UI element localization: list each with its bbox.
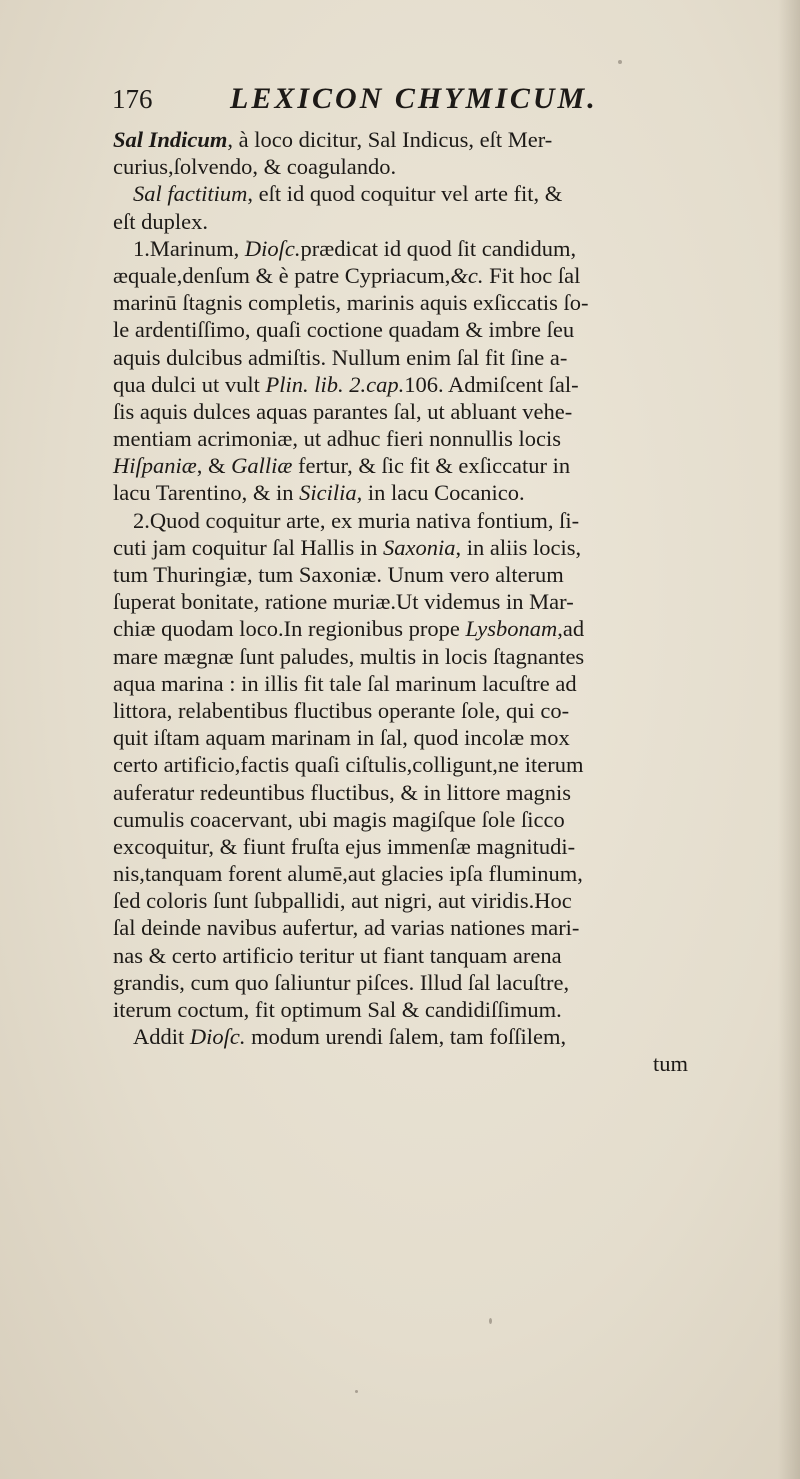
- text-run: tum Thuringiæ, tum Saxoniæ. Unum vero alterum: [113, 562, 564, 587]
- italic-run: &c.: [450, 262, 484, 288]
- text-line: [113, 860, 698, 887]
- text-line: [113, 697, 698, 724]
- text-run: grandis, cum quo ſaliuntur piſces. Illud ſal lacuſtre,: [113, 969, 570, 995]
- running-title: LEXICON CHYMICUM.: [230, 82, 598, 115]
- text-run: littora, relabentibus fluctibus operante ſole, qui co-: [113, 697, 570, 723]
- text-line: [113, 507, 698, 534]
- text-line: [113, 180, 698, 207]
- text-run: ſal deinde navibus aufertur, ad varias nationes mari-: [113, 915, 580, 941]
- text-line: [113, 452, 698, 479]
- text-run: marinū ſtagnis completis, marinis aquis exſiccatis ſo-: [113, 290, 589, 316]
- text-line: [113, 1023, 698, 1050]
- text-line: [113, 534, 698, 561]
- text-line: [113, 996, 698, 1023]
- paper-speck: [489, 1318, 492, 1324]
- text-line: [113, 942, 698, 969]
- text-run: Fit hoc ſal: [483, 262, 581, 288]
- page-edge-shadow: [778, 0, 800, 1479]
- text-run: aqua marina : in illis fit tale ſal marinum lacuſtre ad: [113, 670, 577, 696]
- text-run: chiæ quodam loco.In regionibus prope: [113, 616, 466, 642]
- text-run: æquale,denſum & è patre Cypriacum,: [113, 262, 451, 288]
- text-line: [113, 126, 698, 153]
- text-run: ,ad: [557, 616, 585, 642]
- text-run: iterum coctum, fit optimum Sal & candidiſſimum.: [113, 997, 562, 1022]
- text-line: [113, 588, 698, 615]
- text-run: aquis dulcibus admiſtis. Nullum enim ſal fit ſine a-: [113, 344, 568, 370]
- text-run: in lacu Cocanico.: [362, 480, 525, 506]
- text-line: [113, 153, 698, 180]
- italic-run: Sal factitium: [133, 181, 248, 207]
- text-run: mentiam acrimoniæ, ut adhuc fieri nonnullis locis: [113, 426, 562, 452]
- text-line: [113, 643, 698, 670]
- text-line: [113, 235, 698, 262]
- italic-run: Dioſc.: [244, 235, 301, 261]
- text-run: , à loco dicitur, Sal Indicus, eſt Mer-: [227, 127, 553, 152]
- text-run: eſt duplex.: [113, 208, 208, 234]
- catchword: [113, 1050, 698, 1077]
- text-run: Addit: [133, 1024, 190, 1050]
- text-run: cumulis coacervant, ubi magis magiſque ſole ſicco: [113, 806, 565, 832]
- text-line: [113, 724, 698, 751]
- italic-run: Hiſpaniæ: [113, 453, 197, 479]
- body-text: [113, 126, 698, 1078]
- text-run: prædicat id quod ſit candidum,: [300, 235, 577, 261]
- text-run: ſis aquis dulces aquas parantes ſal, ut abluant vehe-: [113, 398, 573, 424]
- text-run: modum urendi ſalem, tam foſſilem,: [245, 1024, 567, 1050]
- text-run: cuti jam coquitur ſal Hallis in: [113, 534, 383, 560]
- text-run: ſuperat bonitate, ratione muriæ.Ut videmus in Mar-: [113, 589, 574, 615]
- text-run: excoquitur, & fiunt fruſta ejus immenſæ magnitudi-: [113, 833, 576, 859]
- italic-run: Dioſc.: [189, 1024, 246, 1050]
- italic-run: Sal Indicum: [113, 127, 228, 152]
- text-line: [113, 751, 698, 778]
- text-line: [113, 969, 698, 996]
- text-run: 2.Quod coquitur arte, ex muria nativa fontium, ſi-: [133, 507, 580, 533]
- text-line: [113, 316, 698, 343]
- text-line: [113, 779, 698, 806]
- page-number: 176: [112, 84, 153, 114]
- text-run: tum: [652, 1051, 688, 1077]
- paper-speck: [246, 240, 249, 243]
- text-run: le ardentiſſimo, quaſi coctione quadam & imbre ſeu: [113, 317, 575, 343]
- text-line: [113, 289, 698, 316]
- italic-run: Sicilia,: [299, 480, 363, 506]
- italic-run: Saxonia: [382, 534, 456, 560]
- text-run: 106. Admiſcent ſal-: [404, 371, 579, 397]
- text-line: [113, 887, 698, 914]
- text-line: [113, 670, 698, 697]
- italic-run: Galliæ: [231, 453, 293, 479]
- paper-speck: [618, 60, 622, 64]
- text-line: [113, 398, 698, 425]
- text-run: , &: [196, 453, 232, 479]
- text-line: [113, 344, 698, 371]
- text-run: quit iſtam aquam marinam in ſal, quod incolæ mox: [113, 725, 570, 751]
- text-run: nis,tanquam forent alumē,aut glacies ipſa fluminum,: [113, 861, 583, 887]
- text-run: lacu Tarentino, & in: [113, 480, 300, 506]
- italic-run: Lysbonam: [465, 616, 558, 642]
- text-run: qua dulci ut vult: [113, 371, 266, 397]
- text-line: [113, 914, 698, 941]
- text-line: [113, 262, 698, 289]
- text-line: [113, 806, 698, 833]
- text-run: curius,ſolvendo, & coagulando.: [113, 154, 397, 180]
- text-run: certo artificio,factis quaſi ciſtulis,colligunt,ne iterum: [113, 752, 584, 778]
- text-run: , eſt id quod coquitur vel arte fit, &: [247, 181, 563, 207]
- text-run: , in aliis locis,: [455, 534, 582, 560]
- text-run: nas & certo artificio teritur ut fiant tanquam arena: [113, 942, 562, 968]
- text-run: fertur, & ſic fit & exſiccatur in: [292, 453, 571, 479]
- text-line: [113, 425, 698, 452]
- text-line: [113, 479, 698, 506]
- text-run: ſed coloris ſunt ſubpallidi, aut nigri, aut viridis.Hoc: [113, 888, 572, 914]
- text-run: auferatur redeuntibus fluctibus, & in littore magnis: [113, 779, 572, 805]
- text-run: 1.Marinum,: [133, 235, 245, 261]
- text-line: [113, 833, 698, 860]
- text-line: [113, 615, 698, 642]
- running-header: [112, 82, 712, 116]
- text-run: mare mægnæ ſunt paludes, multis in locis ſtagnantes: [113, 643, 585, 669]
- text-line: [113, 561, 698, 588]
- italic-run: Plin. lib. 2.cap.: [265, 371, 405, 397]
- text-line: [113, 371, 698, 398]
- paper-speck: [355, 1390, 358, 1393]
- text-line: [113, 208, 698, 235]
